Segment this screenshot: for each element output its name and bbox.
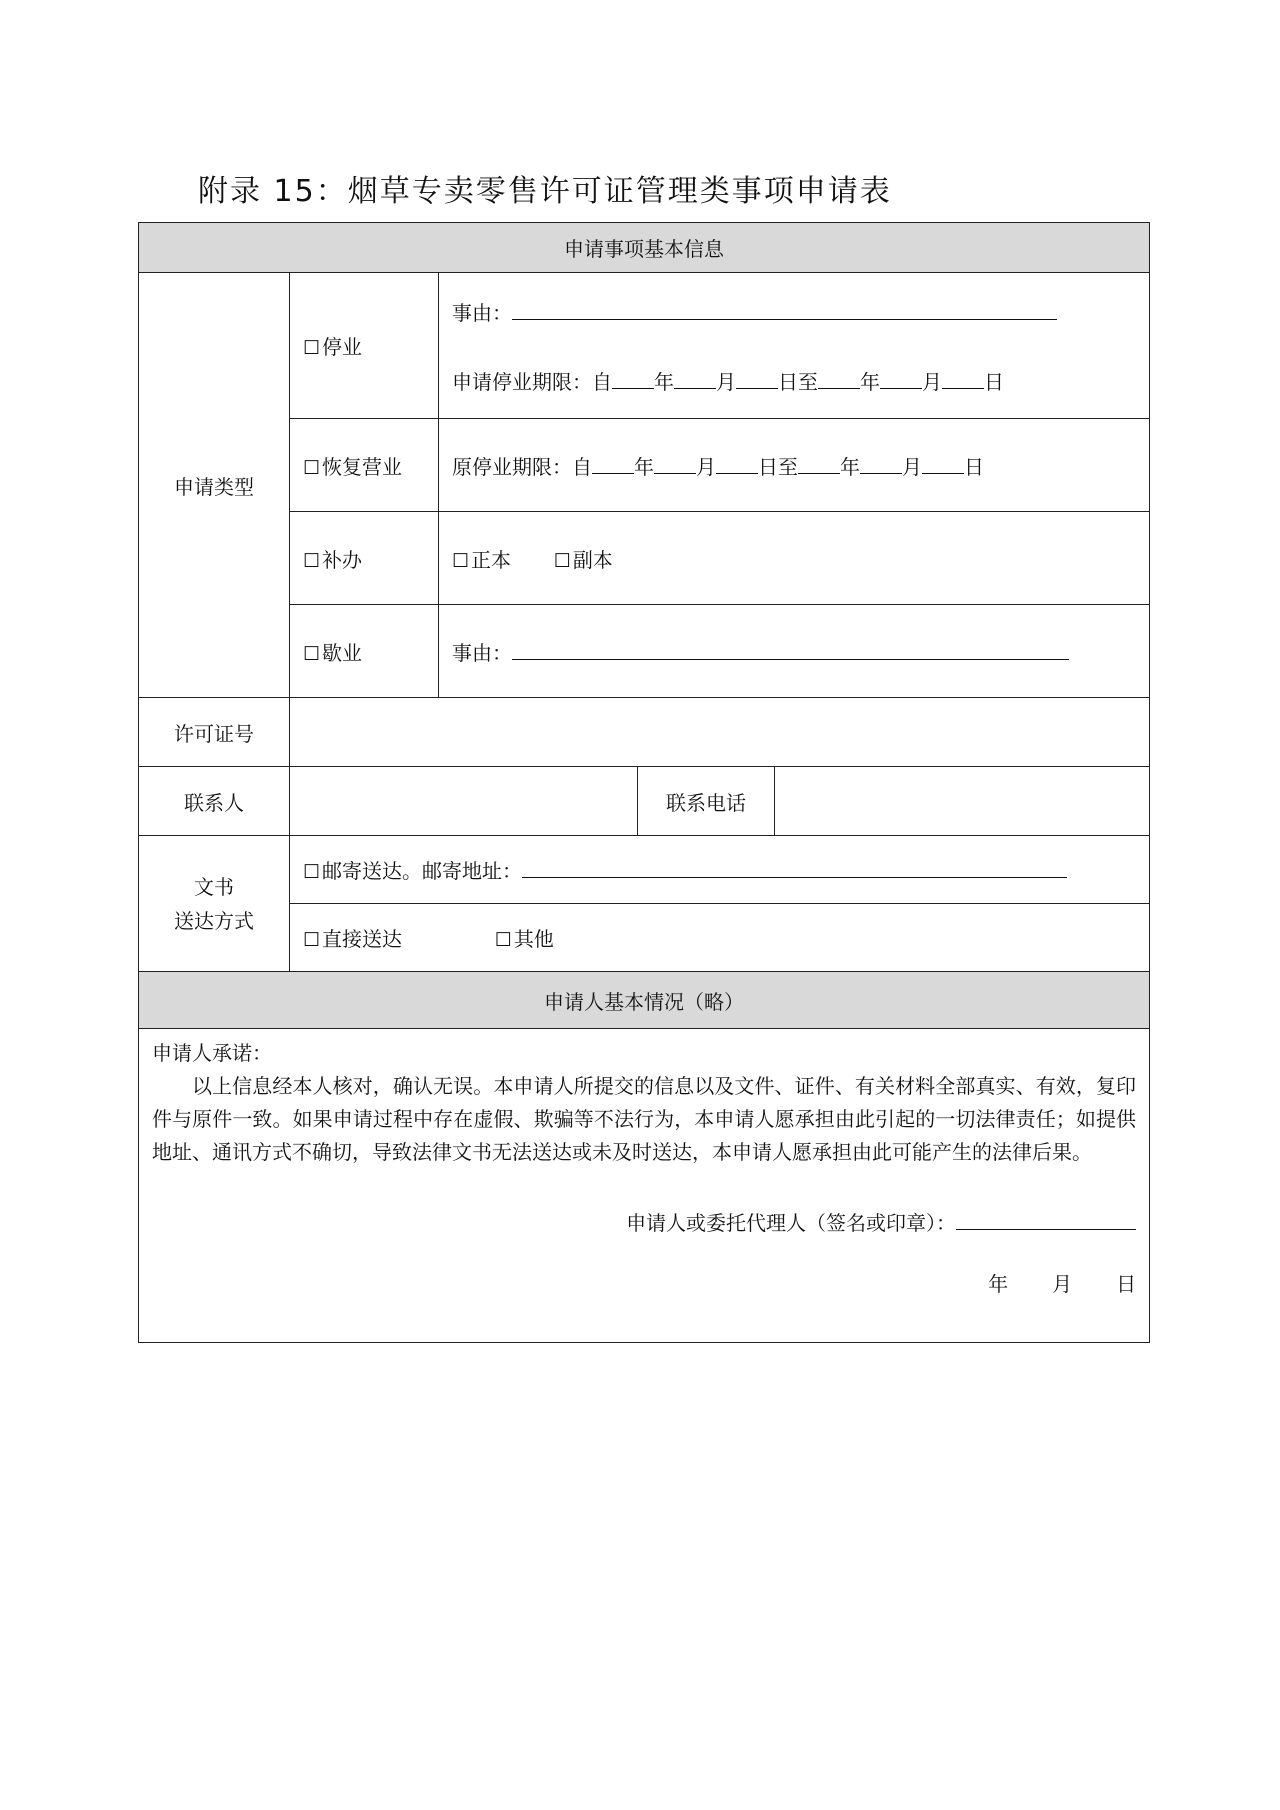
date-month-label: 月 bbox=[1052, 1272, 1073, 1296]
closure-label: 歇业 bbox=[322, 640, 363, 665]
month-label: 月 bbox=[902, 454, 922, 479]
reissue-option[interactable] bbox=[290, 512, 439, 605]
delivery-label-line2: 送达方式 bbox=[174, 908, 254, 933]
year-label: 年 bbox=[654, 369, 674, 394]
copy-checkbox[interactable]: ☐ bbox=[553, 549, 571, 572]
suspend-details bbox=[439, 273, 1150, 419]
delivery-direct-row bbox=[139, 904, 1150, 972]
reissue-label: 补办 bbox=[322, 547, 363, 572]
resume-to-year-field[interactable] bbox=[798, 455, 840, 474]
suspend-from-year-field[interactable] bbox=[612, 370, 654, 389]
closure-reason-field[interactable] bbox=[512, 641, 1069, 660]
page-title: 附录 15：烟草专卖零售许可证管理类事项申请表 bbox=[198, 174, 892, 209]
suspend-to-year-field[interactable] bbox=[818, 370, 860, 389]
declaration-row bbox=[139, 1029, 1150, 1343]
month-label: 月 bbox=[696, 454, 716, 479]
other-checkbox[interactable]: ☐ bbox=[494, 929, 512, 951]
contact-label: 联系人 bbox=[139, 767, 290, 836]
suspend-row bbox=[139, 273, 1150, 419]
resume-to-month-field[interactable] bbox=[860, 455, 902, 474]
year-label: 年 bbox=[634, 454, 654, 479]
contact-field[interactable] bbox=[290, 767, 638, 836]
date-year-label: 年 bbox=[988, 1272, 1009, 1296]
year-label: 年 bbox=[860, 369, 880, 394]
declaration-heading: 申请人承诺： bbox=[152, 1041, 272, 1065]
resume-period-label: 原停业期限：自 bbox=[452, 454, 592, 479]
suspend-reason-field[interactable] bbox=[512, 301, 1057, 320]
resume-label: 恢复营业 bbox=[322, 454, 403, 479]
phone-label: 联系电话 bbox=[638, 767, 775, 836]
resume-details bbox=[439, 419, 1150, 512]
suspend-reason-label: 事由： bbox=[452, 300, 512, 325]
closure-option[interactable] bbox=[290, 605, 439, 698]
mail-address-field[interactable] bbox=[522, 859, 1067, 878]
license-no-field[interactable] bbox=[290, 698, 1150, 767]
day-label: 日 bbox=[964, 454, 984, 479]
declaration-cell bbox=[139, 1029, 1150, 1343]
closure-details bbox=[439, 605, 1150, 698]
day-to-label: 日至 bbox=[758, 454, 798, 479]
application-form-table bbox=[138, 222, 1150, 1343]
suspend-to-month-field[interactable] bbox=[880, 370, 922, 389]
reissue-details bbox=[439, 512, 1150, 605]
phone-field[interactable] bbox=[775, 767, 1150, 836]
license-no-label: 许可证号 bbox=[139, 698, 290, 767]
delivery-label bbox=[139, 836, 290, 972]
date-line bbox=[152, 1268, 1136, 1301]
original-checkbox[interactable]: ☐ bbox=[452, 549, 470, 572]
signature-label: 申请人或委托代理人（签名或印章）： bbox=[626, 1211, 957, 1235]
license-row bbox=[139, 698, 1150, 767]
closure-reason-label: 事由： bbox=[452, 640, 512, 665]
delivery-mail-row bbox=[139, 836, 1150, 904]
date-day-label: 日 bbox=[1116, 1272, 1137, 1296]
resume-option[interactable] bbox=[290, 419, 439, 512]
suspend-label: 停业 bbox=[322, 335, 363, 359]
mail-checkbox[interactable]: ☐ bbox=[303, 861, 321, 883]
resume-from-month-field[interactable] bbox=[654, 455, 696, 474]
declaration-body: 以上信息经本人核对，确认无误。本申请人所提交的信息以及文件、证件、有关材料全部真实、有效，复印件与原件一致。如果申请过程中存在虚假、欺骗等不法行为，本申请人愿承担由此引起的一切法律责任；如提供地址、通讯方式不确切，导致法律文书无法送达或未及时送达，本申请人愿承担由此可能产生的法律后果。 bbox=[152, 1074, 1137, 1164]
mail-label: 邮寄送达。邮寄地址： bbox=[322, 859, 523, 883]
delivery-direct-option bbox=[290, 904, 1150, 972]
resume-from-day-field[interactable] bbox=[716, 455, 758, 474]
section1-header: 申请事项基本信息 bbox=[139, 223, 1150, 273]
closure-checkbox[interactable]: ☐ bbox=[303, 642, 321, 665]
resume-to-day-field[interactable] bbox=[922, 455, 964, 474]
day-to-label: 日至 bbox=[778, 369, 818, 394]
closure-row bbox=[139, 605, 1150, 698]
contact-row bbox=[139, 767, 1150, 836]
delivery-label-line1: 文书 bbox=[194, 874, 234, 899]
suspend-from-month-field[interactable] bbox=[674, 370, 716, 389]
month-label: 月 bbox=[922, 369, 942, 394]
section-header-row bbox=[139, 223, 1150, 273]
copy-label: 副本 bbox=[572, 547, 613, 572]
section2-header-row bbox=[139, 972, 1150, 1029]
year-label: 年 bbox=[840, 454, 860, 479]
suspend-from-day-field[interactable] bbox=[736, 370, 778, 389]
direct-label: 直接送达 bbox=[322, 927, 403, 951]
month-label: 月 bbox=[716, 369, 736, 394]
reissue-checkbox[interactable]: ☐ bbox=[303, 549, 321, 572]
reissue-row bbox=[139, 512, 1150, 605]
delivery-mail-option bbox=[290, 836, 1150, 904]
signature-line bbox=[152, 1207, 1136, 1240]
original-label: 正本 bbox=[471, 547, 512, 572]
suspend-option[interactable] bbox=[290, 273, 439, 419]
signature-field[interactable] bbox=[956, 1211, 1136, 1230]
suspend-to-day-field[interactable] bbox=[942, 370, 984, 389]
suspend-period-label: 申请停业期限：自 bbox=[452, 369, 612, 394]
resume-from-year-field[interactable] bbox=[592, 455, 634, 474]
section2-header: 申请人基本情况（略） bbox=[139, 972, 1150, 1029]
direct-checkbox[interactable]: ☐ bbox=[303, 929, 321, 951]
day-label: 日 bbox=[984, 369, 1004, 394]
resume-row bbox=[139, 419, 1150, 512]
apply-type-label: 申请类型 bbox=[139, 273, 290, 698]
other-label: 其他 bbox=[513, 927, 554, 951]
resume-checkbox[interactable]: ☐ bbox=[303, 456, 321, 479]
suspend-checkbox[interactable]: ☐ bbox=[303, 337, 321, 359]
